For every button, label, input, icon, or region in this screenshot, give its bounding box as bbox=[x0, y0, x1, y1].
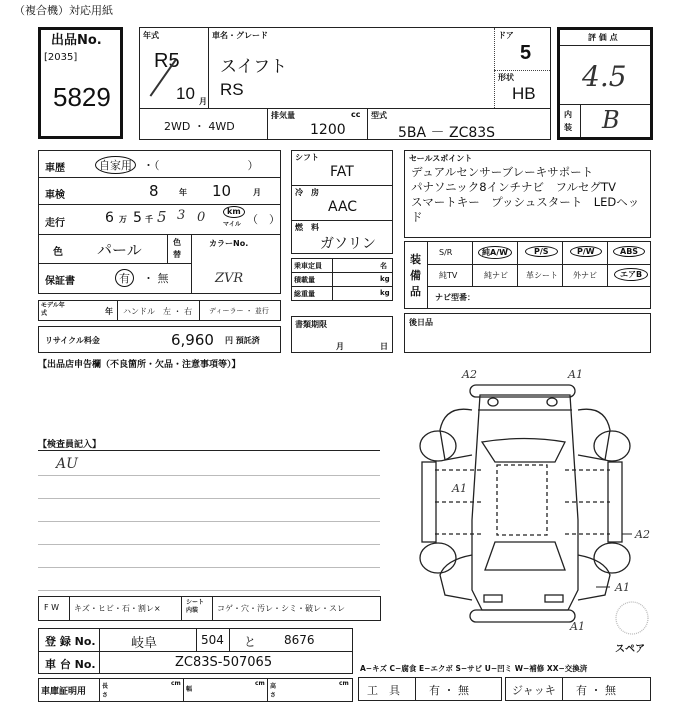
right-side bbox=[608, 462, 622, 542]
rear-window bbox=[482, 439, 565, 463]
equip-pw: P/W bbox=[570, 246, 602, 257]
registration-label: 登 録 No. bbox=[45, 635, 96, 648]
equipment-block bbox=[404, 241, 651, 309]
registration-kana: と bbox=[244, 635, 257, 649]
garage-row bbox=[38, 678, 353, 702]
capacity-label: 乗車定員 bbox=[294, 262, 322, 270]
equip-tv: 純TV bbox=[439, 271, 458, 280]
lot-box bbox=[38, 27, 123, 139]
form-title: （複合機）対応用紙 bbox=[14, 4, 113, 17]
color-label: 色 bbox=[53, 247, 63, 258]
cm-unit: cm bbox=[255, 680, 265, 687]
later-items-label: 後日品 bbox=[409, 318, 433, 327]
declaration-label: 【出品店申告欄（不良箇所・欠品・注意事項等）】 bbox=[38, 360, 241, 370]
sales-points-label: セールスポイント bbox=[409, 154, 473, 163]
tools-box bbox=[358, 677, 502, 701]
warranty-yes: 有 bbox=[115, 269, 134, 287]
score-label: 評 価 点 bbox=[588, 33, 618, 42]
later-items bbox=[404, 313, 651, 353]
mileage-sen: 5 bbox=[133, 210, 142, 226]
car-label: 車名・グレード bbox=[212, 31, 268, 40]
sales-point: パナソニック8インチナビ フルセグTV bbox=[411, 180, 616, 194]
registration-class: 504 bbox=[201, 633, 224, 647]
wheel bbox=[594, 431, 630, 461]
cm-unit: cm bbox=[339, 680, 349, 687]
equip-abs: ABS bbox=[613, 246, 645, 257]
garage-label: 車庫証明用 bbox=[41, 687, 87, 697]
gross-weight-label: 総重量 bbox=[294, 290, 315, 298]
navi-model-label: ナビ型番： bbox=[435, 293, 475, 302]
shape-label: 形状 bbox=[498, 73, 514, 82]
damage-mark: A2 bbox=[462, 368, 477, 381]
model-value: 5BA － ZC83S bbox=[398, 125, 496, 141]
damage-mark: A1 bbox=[615, 581, 630, 594]
door-value: 5 bbox=[520, 42, 532, 64]
mileage-man-unit: 万 bbox=[119, 215, 127, 224]
score-value: 4.5 bbox=[582, 60, 627, 93]
fw-row bbox=[38, 596, 381, 621]
jack-box bbox=[505, 677, 651, 701]
cm-unit: cm bbox=[171, 680, 181, 687]
sales-point: スマートキー プッシュスタート LEDヘッド bbox=[411, 195, 640, 224]
load-label: 積載量 bbox=[294, 276, 315, 284]
inspection-month-unit: 月 bbox=[253, 188, 261, 197]
model-year-label: モデル年式 bbox=[41, 302, 65, 317]
garage-height: 高さ bbox=[270, 683, 277, 699]
history-value: 自家用 bbox=[95, 156, 136, 174]
equip-leather: 革シート bbox=[526, 271, 558, 280]
chassis-label: 車 台 No. bbox=[45, 658, 96, 671]
inspection-month: 10 bbox=[212, 182, 232, 200]
car-name: スイフト bbox=[220, 57, 288, 76]
mileage-label: 走行 bbox=[45, 218, 65, 229]
handle-side: ハンドル 左 ・ 右 bbox=[123, 307, 193, 316]
drive-type: 2WD ・ 4WD bbox=[164, 120, 235, 133]
tools-value: 有 ・ 無 bbox=[429, 684, 469, 697]
shape-value: HB bbox=[512, 84, 536, 103]
warranty-label: 保証書 bbox=[45, 276, 75, 287]
garage-length: 長さ bbox=[102, 683, 109, 699]
damage-mark: A1 bbox=[570, 620, 585, 633]
fw-items: キズ・ヒビ・石・割レ× bbox=[74, 604, 161, 613]
damage-mark: A1 bbox=[452, 482, 467, 495]
model-label: 型式 bbox=[371, 111, 387, 120]
car-damage-diagram bbox=[400, 360, 700, 640]
mile-unit: マイル bbox=[223, 221, 241, 228]
car-body bbox=[472, 395, 578, 610]
color-no-value: ZVR bbox=[215, 271, 244, 286]
left-side bbox=[422, 462, 436, 542]
shift-label: シフト bbox=[295, 153, 319, 162]
vehicle-box bbox=[139, 27, 551, 140]
mileage-man: 6 bbox=[105, 210, 114, 226]
ac-value: AAC bbox=[328, 199, 358, 215]
year-era: R5 bbox=[154, 50, 180, 72]
history-block bbox=[38, 150, 281, 294]
seat-items: コゲ・穴・汚レ・シミ・破レ・スレ bbox=[217, 604, 345, 613]
damage-mark: A2 bbox=[635, 528, 650, 541]
model-year-row bbox=[38, 300, 281, 321]
wheel bbox=[594, 543, 630, 573]
year-label: 年式 bbox=[143, 31, 159, 40]
km-unit: km bbox=[223, 206, 245, 218]
damage-legend: A−キズ C−腐食 E−エクボ S−サビ U−凹ミ W−補修 XX−交換済 bbox=[360, 664, 588, 673]
capacity-block bbox=[291, 258, 393, 301]
lot-label: 出品No. bbox=[51, 33, 102, 48]
mileage-digit: 5 bbox=[157, 208, 167, 226]
equip-alloy-wheels: 純A/W bbox=[478, 246, 512, 259]
recycle-value: 6,960 bbox=[171, 331, 214, 349]
sales-point: デュアルセンサーブレーキサポート bbox=[411, 165, 594, 179]
rear-right-fender bbox=[578, 409, 610, 460]
fw-label: F W bbox=[44, 603, 60, 612]
docs-month: 月 bbox=[336, 342, 344, 351]
chassis-value: ZC83S-507065 bbox=[175, 655, 273, 670]
ac-label: 冷 房 bbox=[295, 188, 319, 197]
mileage-sen-unit: 千 bbox=[145, 215, 153, 224]
displacement-label: 排気量 bbox=[271, 111, 295, 120]
model-year-unit: 年 bbox=[105, 307, 113, 316]
front-bumper bbox=[470, 610, 575, 622]
score-box bbox=[557, 27, 653, 140]
equip-ext-navi: 外ナビ bbox=[573, 271, 597, 280]
fuel-value: ガソリン bbox=[320, 236, 376, 252]
lot-sub: [2035] bbox=[44, 52, 78, 63]
jack-value: 有 ・ 無 bbox=[576, 684, 616, 697]
cc-unit: cc bbox=[351, 110, 361, 119]
history-other: ・（ ） bbox=[143, 159, 259, 172]
sales-points bbox=[404, 150, 651, 238]
car-grade: RS bbox=[220, 80, 244, 99]
inspector-note: AU bbox=[56, 456, 78, 472]
wheel bbox=[420, 431, 456, 461]
equipment-label: 装備品 bbox=[410, 253, 421, 298]
tools-label: 工 具 bbox=[367, 684, 400, 697]
equip-navi: 純ナビ bbox=[484, 271, 508, 280]
recycle-row bbox=[38, 326, 281, 353]
registration-pref: 岐阜 bbox=[131, 636, 158, 651]
equip-airbag: エアB bbox=[614, 268, 648, 281]
inspection-year: 8 bbox=[149, 182, 159, 200]
equip-ps: P/S bbox=[525, 246, 558, 257]
spare-label: スペア bbox=[615, 644, 645, 655]
equip-sr: S/R bbox=[439, 248, 453, 257]
docs-day: 日 bbox=[380, 342, 388, 351]
displacement-value: 1200 bbox=[310, 122, 346, 138]
gross-weight-unit: kg bbox=[380, 289, 390, 297]
recycle-label: リサイクル料金 bbox=[45, 336, 100, 345]
wheel bbox=[420, 543, 456, 573]
inspection-year-unit: 年 bbox=[179, 188, 187, 197]
capacity-unit: 名 bbox=[380, 262, 387, 270]
interior-label: 内装 bbox=[564, 110, 572, 132]
interior-value: B bbox=[602, 106, 620, 134]
mileage-paren: （ ） bbox=[247, 213, 280, 226]
docs-block bbox=[291, 316, 393, 353]
spec-block bbox=[291, 150, 393, 254]
mileage-digit: 0 bbox=[197, 210, 206, 225]
color-change-label: 色替 bbox=[173, 238, 181, 259]
year-month: 10 bbox=[176, 84, 195, 103]
mileage-digit: 3 bbox=[177, 208, 186, 223]
rear-left-fender bbox=[440, 409, 472, 460]
inspection-label: 車検 bbox=[45, 190, 65, 201]
registration-serial: 8676 bbox=[284, 633, 315, 647]
door-label: ドア bbox=[498, 31, 514, 40]
registration-table bbox=[38, 628, 353, 674]
docs-label: 書類期限 bbox=[295, 320, 327, 329]
load-unit: kg bbox=[380, 275, 390, 283]
inspector-label: 【検査員記入】 bbox=[38, 440, 102, 450]
dealer-import: ディーラー ・ 並行 bbox=[209, 307, 269, 315]
windshield bbox=[485, 542, 565, 570]
history-label: 車歴 bbox=[45, 163, 65, 174]
month-unit: 月 bbox=[199, 97, 207, 106]
recycle-unit: 円 預託済 bbox=[225, 336, 260, 345]
garage-width: 幅 bbox=[186, 686, 193, 693]
color-value: パール bbox=[97, 241, 142, 259]
damage-mark: A1 bbox=[568, 368, 583, 381]
lot-number: 5829 bbox=[53, 82, 111, 112]
color-no-label: カラーNo. bbox=[209, 239, 249, 248]
seat-label: シート内装 bbox=[186, 599, 205, 614]
spare-tire-icon bbox=[616, 602, 648, 634]
fuel-label: 燃 料 bbox=[295, 223, 319, 232]
jack-label: ジャッキ bbox=[512, 684, 556, 697]
shift-value: FAT bbox=[330, 164, 354, 180]
warranty-no: ・ 無 bbox=[143, 272, 169, 285]
